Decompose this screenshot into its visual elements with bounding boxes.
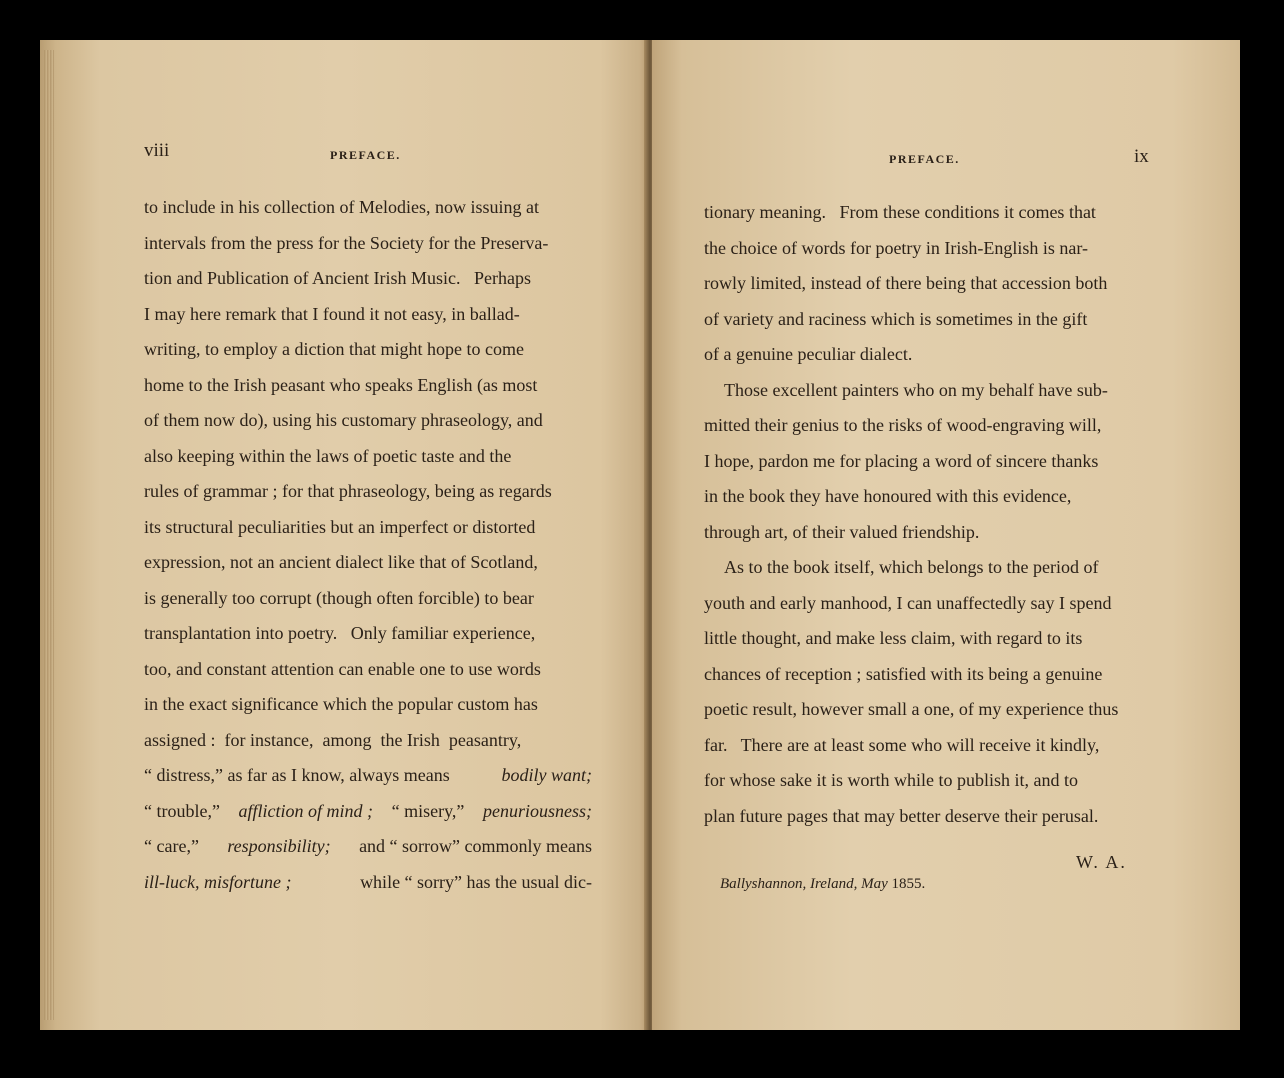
left-body-text bbox=[144, 190, 592, 900]
text-line: intervals from the press for the Society for the Preserva- bbox=[144, 232, 549, 253]
text-line: “ distress,” as far as I know, always means bodily want; bbox=[144, 765, 592, 785]
dateline-year: 1855. bbox=[891, 876, 926, 892]
text-line: poetic result, however small a one, of my experience thus bbox=[704, 699, 1119, 719]
text-line: through art, of their valued friendship. bbox=[704, 521, 980, 542]
page-edges bbox=[44, 50, 54, 1020]
text-line: mitted their genius to the risks of wood-engraving will, bbox=[704, 415, 1102, 435]
text-line: Those excellent painters who on my behalf have sub- bbox=[724, 379, 1108, 400]
text-line: assigned : for instance, among the Irish peasantry, bbox=[144, 729, 522, 750]
text-line: in the exact significance which the popular custom has bbox=[144, 694, 538, 714]
text-line: plan future pages that may better deserve their perusal. bbox=[704, 805, 1099, 826]
left-page bbox=[40, 40, 648, 1030]
page-number-left: viii bbox=[144, 140, 170, 161]
text-line: tion and Publication of Ancient Irish Music. Perhaps bbox=[144, 268, 531, 288]
page-number-right: ix bbox=[1134, 146, 1149, 167]
text-line: to include in his collection of Melodies, now issuing at bbox=[144, 197, 539, 217]
text-line: rowly limited, instead of there being that accession both bbox=[704, 273, 1108, 293]
text-line: also keeping within the laws of poetic taste and the bbox=[144, 445, 512, 466]
text-line: of a genuine peculiar dialect. bbox=[704, 344, 913, 364]
right-page bbox=[652, 40, 1240, 1030]
text-line: little thought, and make less claim, with regard to its bbox=[704, 628, 1083, 648]
text-line: expression, not an ancient dialect like that of Scotland, bbox=[144, 552, 538, 572]
text-line: of them now do), using his customary phraseology, and bbox=[144, 410, 543, 430]
text-line: in the book they have honoured with this evidence, bbox=[704, 486, 1072, 506]
text-line: “ trouble,” affliction of mind ; “ misery,” penuriousness; bbox=[144, 800, 592, 821]
book-spread bbox=[40, 40, 1240, 1030]
text-line: chances of reception ; satisfied with its being a genuine bbox=[704, 663, 1103, 684]
dateline-place: Ballyshannon, Ireland, May bbox=[720, 876, 888, 892]
right-body-text bbox=[704, 195, 1150, 834]
text-line: too, and constant attention can enable one to use words bbox=[144, 658, 541, 679]
author-signature: W. A. bbox=[1076, 852, 1127, 872]
dateline bbox=[720, 876, 925, 893]
text-line: tionary meaning. From these conditions it comes that bbox=[704, 202, 1096, 222]
text-line: the choice of words for poetry in Irish-English is nar- bbox=[704, 237, 1089, 258]
running-head-right: PREFACE. bbox=[889, 152, 960, 166]
text-line: home to the Irish peasant who speaks English (as most bbox=[144, 374, 538, 395]
running-head-left: PREFACE. bbox=[330, 148, 401, 162]
text-line: youth and early manhood, I can unaffectedly say I spend bbox=[704, 592, 1112, 613]
text-line: I may here remark that I found it not easy, in ballad- bbox=[144, 303, 520, 324]
text-line: writing, to employ a diction that might hope to come bbox=[144, 339, 524, 359]
text-line: its structural peculiarities but an imperfect or distorted bbox=[144, 516, 536, 537]
text-line: rules of grammar ; for that phraseology, being as regards bbox=[144, 481, 552, 501]
text-line: for whose sake it is worth while to publish it, and to bbox=[704, 770, 1078, 790]
text-line: “ care,” responsibility; and “ sorrow” commonly means bbox=[144, 836, 592, 856]
text-line: far. There are at least some who will receive it kindly, bbox=[704, 734, 1100, 755]
text-line: of variety and raciness which is sometimes in the gift bbox=[704, 308, 1088, 329]
text-line: As to the book itself, which belongs to the period of bbox=[724, 557, 1099, 577]
text-line: is generally too corrupt (though often forcible) to bear bbox=[144, 587, 534, 608]
text-line: transplantation into poetry. Only familiar experience, bbox=[144, 623, 536, 643]
text-line: ill-luck, misfortune ; while “ sorry” has the usual dic- bbox=[144, 871, 592, 892]
text-line: I hope, pardon me for placing a word of sincere thanks bbox=[704, 450, 1099, 471]
